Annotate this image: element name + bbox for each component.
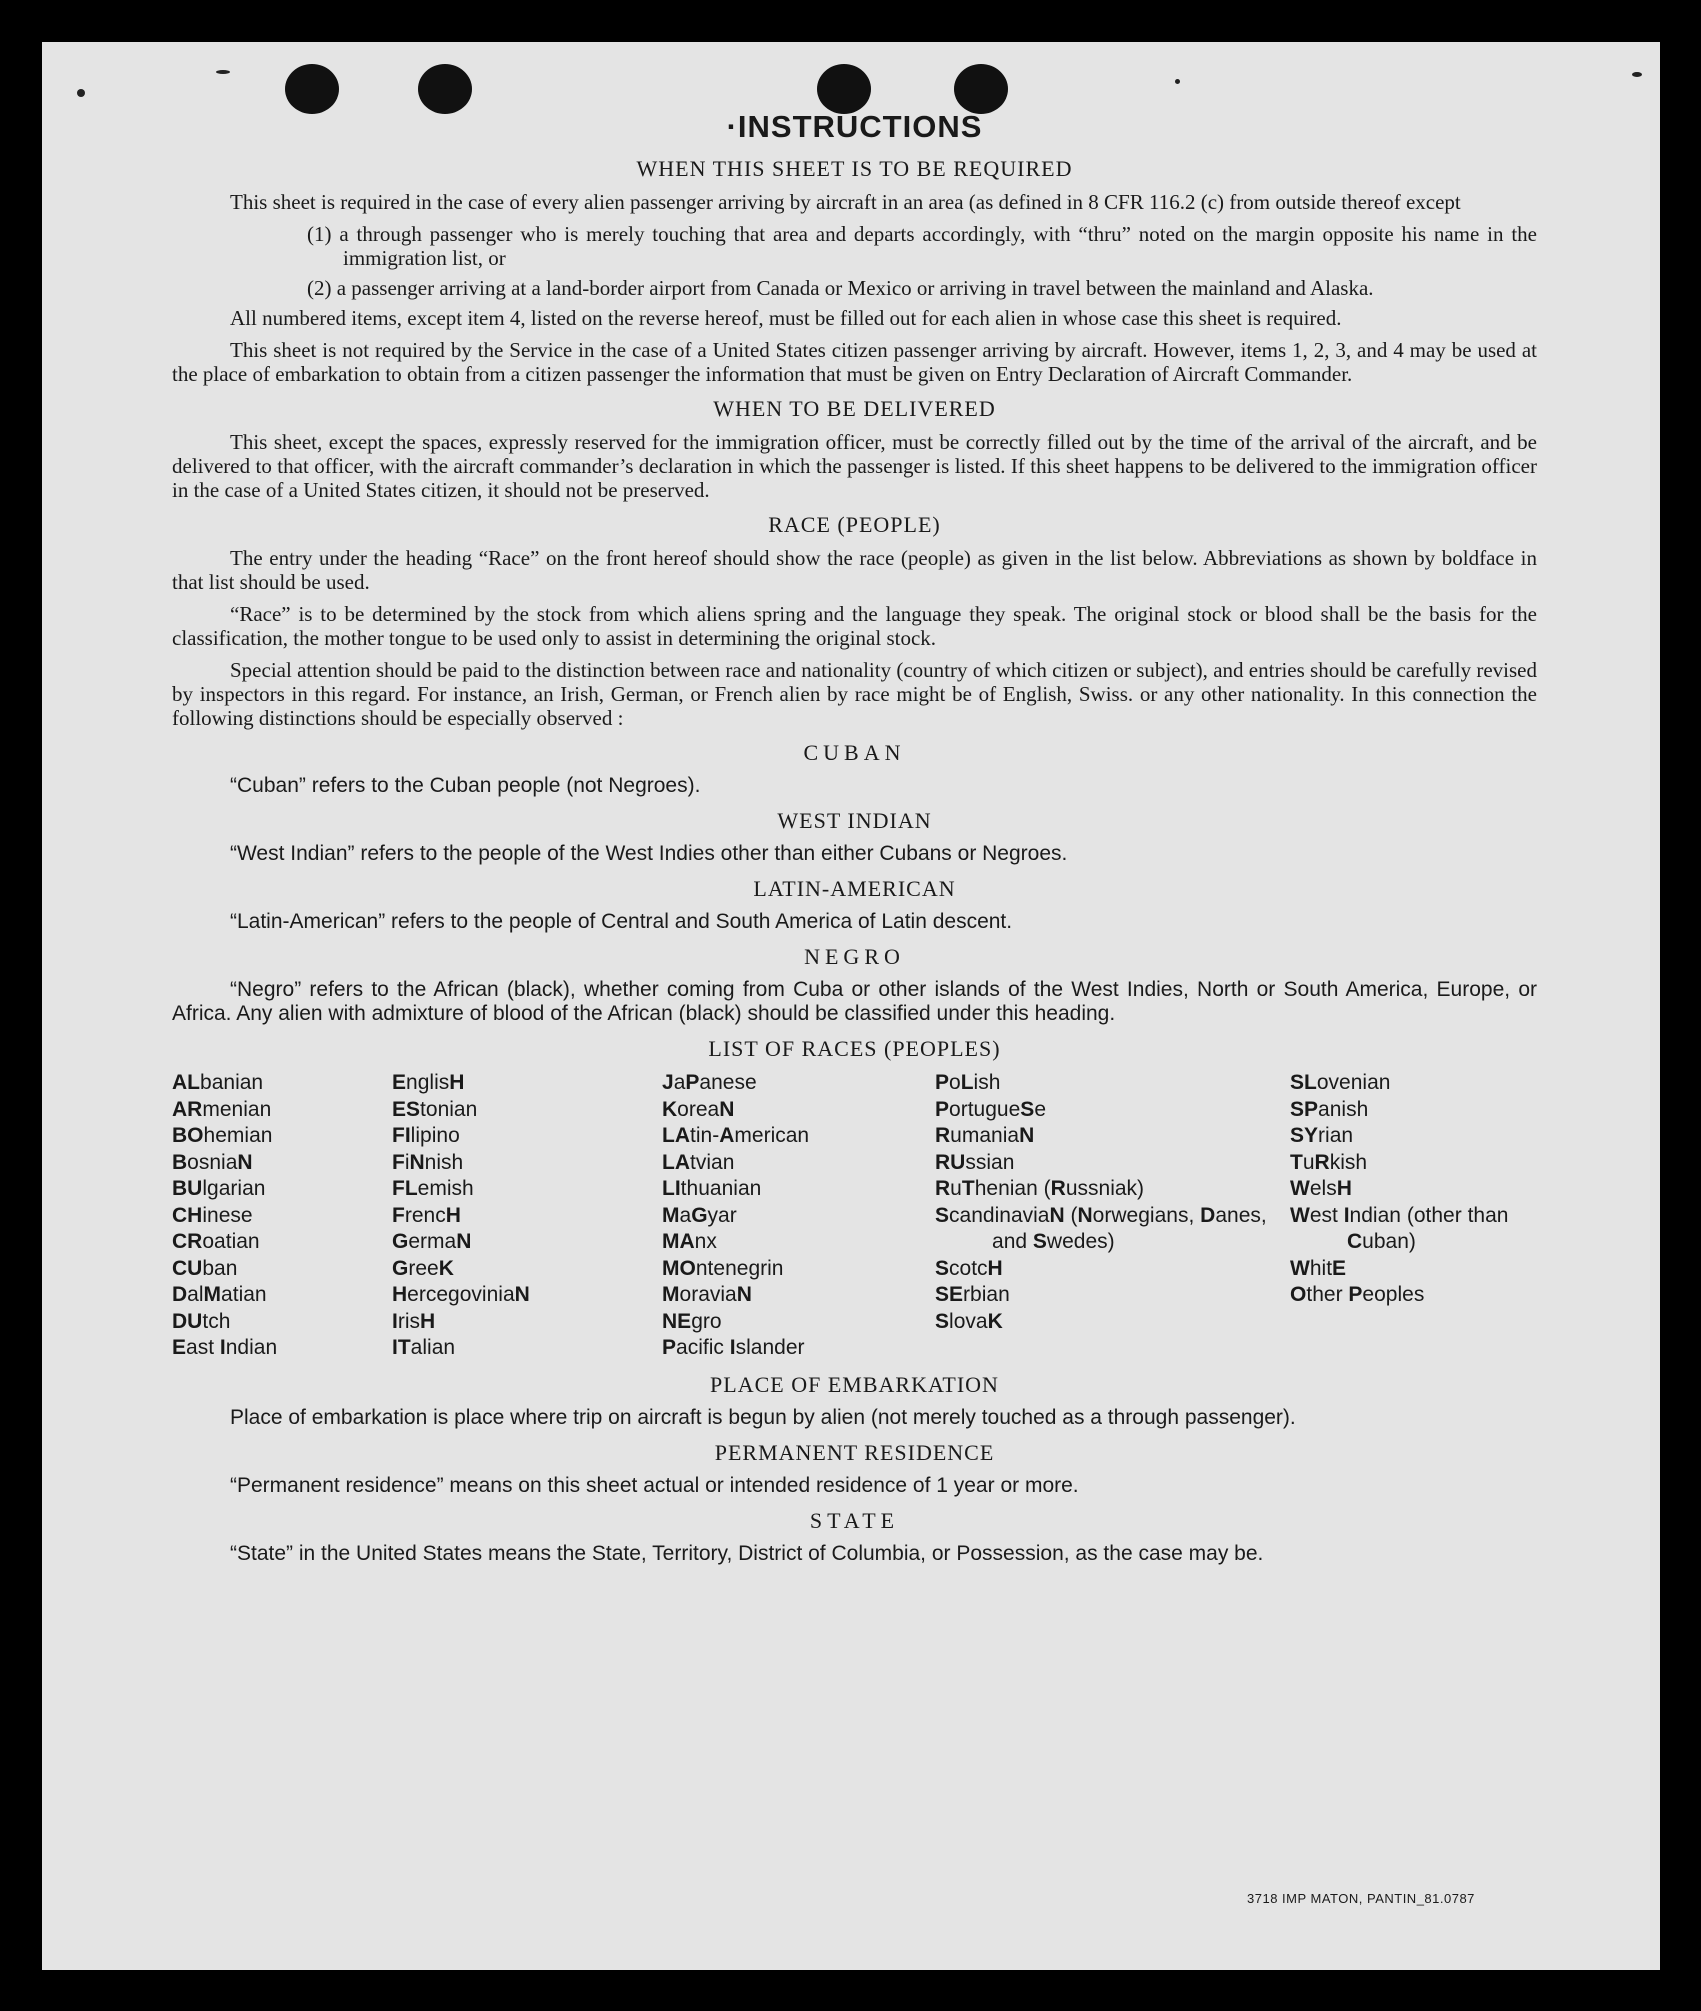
section-heading: WEST INDIAN	[777, 808, 932, 833]
race-entry: RumaniaN	[935, 1124, 1035, 1147]
punch-hole	[954, 64, 1008, 114]
print-code: 3718 IMP MATON, PANTIN_81.0787	[1247, 1891, 1475, 1906]
race-entry: West Indian (other than Cuban)	[1290, 1203, 1509, 1253]
page-title: ·INSTRUCTIONS	[726, 109, 983, 144]
races-column	[392, 1070, 662, 1362]
race-entry: HercegoviniaN	[392, 1283, 530, 1306]
race-entry: FIlipino	[392, 1124, 460, 1147]
race-entry: Other Peoples	[1290, 1283, 1425, 1306]
race-entry: ScandinaviaN (Norwegians, Danes, and Swedes)	[935, 1203, 1267, 1253]
paragraph: “Negro” refers to the African (black), whether coming from Cuba or other islands of the West Indies, North or South America, Europe, or Africa. Any alien with admixture of blood of the African (black) should be classified under this heading.	[172, 978, 1537, 1025]
list-item: (1) a through passenger who is merely touching that area and departs accordingly, with “thru” noted on the margin opposite his name in the immigration list, or	[307, 222, 1537, 270]
race-entry: KoreaN	[662, 1097, 735, 1121]
race-entry: IrisH	[392, 1309, 436, 1333]
race-entry: GermaN	[392, 1230, 472, 1253]
race-entry: BosniaN	[172, 1150, 253, 1174]
race-entry: LAtin-American	[662, 1124, 810, 1147]
race-entry: DUtch	[172, 1309, 231, 1333]
speck	[216, 70, 230, 74]
paragraph: “Latin-American” refers to the people of Central and South America of Latin descent.	[230, 910, 1013, 933]
race-entry: EStonian	[392, 1097, 478, 1121]
race-entry: CHinese	[172, 1203, 253, 1227]
races-list	[172, 1070, 1537, 1362]
race-entry: LAtvian	[662, 1150, 735, 1174]
section-heading: LIST OF RACES (PEOPLES)	[708, 1036, 1001, 1061]
paragraph: “State” in the United States means the State, Territory, District of Columbia, or Possession, as the case may be.	[230, 1541, 1264, 1565]
speck	[1632, 72, 1642, 77]
race-entry: FrencH	[392, 1203, 461, 1227]
race-entry: TuRkish	[1290, 1150, 1368, 1174]
paragraph: “Cuban” refers to the Cuban people (not Negroes).	[230, 774, 701, 797]
race-entry: WhitE	[1290, 1256, 1347, 1280]
paragraph: Place of embarkation is place where trip on aircraft is begun by alien (not merely touched as a through passenger).	[230, 1405, 1296, 1429]
race-entry: SlovaK	[935, 1309, 1003, 1333]
race-entry: SPanish	[1290, 1097, 1369, 1121]
punch-hole	[418, 64, 472, 114]
race-entry: NEgro	[662, 1309, 722, 1333]
race-entry: ITalian	[392, 1336, 456, 1359]
section-heading: LATIN-AMERICAN	[753, 876, 956, 901]
section-heading: PERMANENT RESIDENCE	[714, 1439, 995, 1465]
race-entry: RuThenian (Russniak)	[935, 1177, 1145, 1200]
speck	[77, 89, 85, 97]
race-entry: CRoatian	[172, 1230, 260, 1253]
paragraph: This sheet is not required by the Service in the case of a United States citizen passenger arriving by aircraft. However, items 1, 2, 3, and 4 may be used at the place of embarkation to obtain from a citizen passenger the information that must be given on Entry Declaration of Aircraft Commander.	[172, 338, 1537, 386]
race-entry: Pacific Islander	[662, 1336, 805, 1359]
races-column	[935, 1070, 1290, 1362]
race-entry: MaGyar	[662, 1203, 737, 1227]
race-entry: LIthuanian	[662, 1177, 762, 1200]
paragraph: The entry under the heading “Race” on the front hereof should show the race (people) as given in the list below. Abbreviations as shown by boldface in that list should be used.	[172, 546, 1537, 594]
race-entry: East Indian	[172, 1336, 278, 1359]
paragraph: All numbered items, except item 4, listed on the reverse hereof, must be filled out for each alien in whose case this sheet is required.	[230, 306, 1342, 330]
race-entry: MoraviaN	[662, 1283, 752, 1306]
race-entry: ARmenian	[172, 1097, 272, 1121]
race-entry: ALbanian	[172, 1071, 264, 1094]
races-column	[172, 1070, 392, 1362]
section-heading: NEGRO	[804, 944, 905, 969]
list-item: (2) a passenger arriving at a land-border airport from Canada or Mexico or arriving in travel between the mainland and Alaska.	[307, 276, 1374, 300]
section-heading: CUBAN	[803, 740, 906, 765]
race-entry: JaPanese	[662, 1071, 757, 1094]
paragraph: This sheet, except the spaces, expressly reserved for the immigration officer, must be correctly filled out by the time of the arrival of the aircraft, and be delivered to that officer, with the aircraft commander’s declaration in which the passenger is listed. If this sheet happens to be delivered to the immigration officer in the case of a United States citizen, it should not be preserved.	[172, 430, 1537, 502]
race-entry: BOhemian	[172, 1124, 273, 1147]
section-heading: WHEN THIS SHEET IS TO BE REQUIRED	[636, 156, 1073, 181]
race-entry: FLemish	[392, 1177, 474, 1200]
document-sheet	[42, 42, 1660, 1970]
section-heading: RACE (PEOPLE)	[768, 512, 941, 537]
race-entry: EnglisH	[392, 1071, 465, 1094]
race-entry: FiNnish	[392, 1150, 464, 1174]
race-entry: WelsH	[1290, 1177, 1352, 1200]
paragraph: “Race” is to be determined by the stock from which aliens spring and the language they speak. The original stock or blood shall be the basis for the classification, the mother tongue to be used only to assist in determining the original stock.	[172, 602, 1537, 650]
speck	[1175, 79, 1180, 84]
instructions-content	[172, 108, 1537, 1574]
race-entry: PortugueSe	[935, 1097, 1046, 1121]
race-entry: MOntenegrin	[662, 1256, 784, 1280]
races-column	[1290, 1070, 1537, 1362]
race-entry: DalMatian	[172, 1283, 267, 1306]
race-entry: PoLish	[935, 1071, 1001, 1094]
race-entry: SErbian	[935, 1283, 1010, 1306]
paragraph: Special attention should be paid to the distinction between race and nationality (country of which citizen or subject), and entries should be carefully revised by inspectors in this regard. For instance, an Irish, German, or French alien by race might be of English, Swiss. or any other nationality. In this connection the following distinctions should be especially observed :	[172, 658, 1537, 730]
section-heading: STATE	[809, 1507, 900, 1533]
race-entry: ScotcH	[935, 1256, 1003, 1280]
race-entry: CUban	[172, 1256, 238, 1280]
race-entry: BUlgarian	[172, 1177, 266, 1200]
race-entry: GreeK	[392, 1256, 454, 1280]
punch-hole	[817, 64, 871, 114]
punch-hole	[285, 64, 339, 114]
race-entry: SLovenian	[1290, 1071, 1391, 1094]
race-entry: RUssian	[935, 1150, 1015, 1174]
paragraph: “Permanent residence” means on this sheet actual or intended residence of 1 year or more.	[230, 1473, 1079, 1497]
paragraph: This sheet is required in the case of every alien passenger arriving by aircraft in an area (as defined in 8 CFR 116.2 (c) from outside thereof except	[230, 190, 1461, 214]
section-heading: PLACE OF EMBARKATION	[710, 1371, 999, 1397]
paragraph: “West Indian” refers to the people of the West Indies other than either Cubans or Negroes.	[230, 842, 1068, 865]
races-column	[662, 1070, 935, 1362]
race-entry: MAnx	[662, 1230, 717, 1253]
race-entry: SYrian	[1290, 1124, 1354, 1147]
section-heading: WHEN TO BE DELIVERED	[713, 396, 996, 421]
